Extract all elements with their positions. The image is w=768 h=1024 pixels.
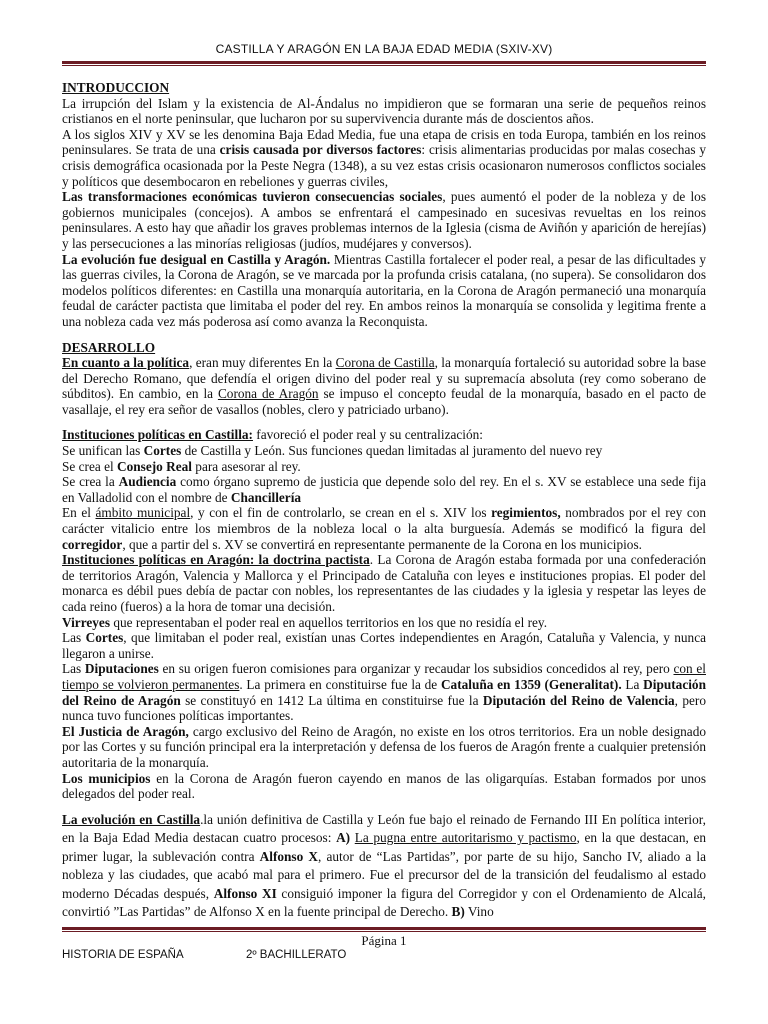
- castilla-consejo: Se crea el Consejo Real para asesorar al rey.: [62, 458, 301, 474]
- aragon-virreyes: Virreyes que representaban el poder real en aquellos territorios en los que no residía el rey.: [62, 614, 548, 630]
- intro-paragraph-1: La irrupción del Islam y la existencia de Al-Ándalus no impidieron que se formaran una serie de pequeños reinos cristianos en el norte peninsular, que lucharon por su supervivencia durante más de doscientos años.: [62, 95, 706, 127]
- aragon-cortes: Las Cortes, que limitaban el poder real, existían unas Cortes independientes en Aragón, Cataluña y Valencia, y nunca llegaron a unirse.: [62, 630, 706, 661]
- header-rule-thin: [62, 65, 706, 66]
- aragon-paragraph: Instituciones políticas en Aragón: la doctrina pactista. La Corona de Aragón estaba formada por una confederación de territorios Aragón, Valencia y Mallorca y el Principado de Cataluña con leyes e instituciones propias. El poder del monarca es débil pues debía de pactar con nobles, los representantes de las ciudades y la iglesia y respetar las leyes de cada reino (fueros) a la hora de tomar una decisión.: [62, 552, 707, 614]
- castilla-heading: Instituciones políticas en Castilla: favoreció el poder real y su centralización:: [62, 427, 483, 443]
- page-header-title: CASTILLA Y ARAGÓN EN LA BAJA EDAD MEDIA (SXIV-XV): [215, 42, 553, 56]
- page-number: Página 1: [361, 933, 407, 948]
- castilla-municipal: En el ámbito municipal, y con el fin de controlarlo, se crean en el s. XIV los regimientos, nombrados por el rey con carácter vitalicio entre los miembros de la nobleza local o la alta burguesía. Además se modificó la figura del corregidor, que a partir del s. XV se convertirá en representante permanente de la Corona en los municipios.: [62, 505, 707, 552]
- intro-paragraph-2: A los siglos XIV y XV se les denomina Baja Edad Media, fue una etapa de crisis en toda Europa, también en los reinos peninsulares. Se trata de una crisis causada por diversos factores: crisis alimentarias producidas por malas cosechas y crisis demográfica ocasionada por la Peste Negra (1348), a su vez estas crisis ocasionaron numerosos conflictos sociales y políticos que desembocaron en rebeliones y guerras civiles,: [62, 126, 707, 189]
- intro-heading: INTRODUCCION: [62, 80, 170, 95]
- intro-paragraph-3: Las transformaciones económicas tuvieron consecuencias sociales, pues aumentó el poder de la nobleza y de los gobiernos municipales (concejos). A ambos se enfrentará el campesinado en sucesivas revueltas en los reinos peninsulares. A esto hay que añadir los graves problemas internos de la Iglesia (cisma de Aviñón y aparición de herejías) y las persecuciones a las minorías religiosas (judíos, mudéjares y conversos).: [62, 189, 706, 251]
- footer-course: 2º BACHILLERATO: [246, 949, 347, 961]
- aragon-diputaciones: Las Diputaciones en su origen fueron comisiones para organizar y recaudar los subsidios concedidos al rey, pero con el tiempo se volvieron permanentes. La primera en constituirse fue la de Cataluña en 1359 (Generalitat). La Diputación del Reino de Aragón se constituyó en 1412 La última en constituirse fue la Diputación del Reino de Valencia, pero nunca tuvo funciones políticas importantes.: [62, 661, 706, 724]
- spacer: [62, 330, 706, 340]
- desarrollo-paragraph: En cuanto a la política, eran muy diferentes En la Corona de Castilla, la monarquía fortaleció su autoridad sobre la base del Derecho Romano, que defendía el origen divino del poder real y su supremacía absoluta (rey como soberano de súbditos). En cambio, en la Corona de Aragón se impuso el concepto feudal de la monarquía, basado en el pacto de vasallaje, el rey era señor de vasallos (nobles, clero y patriciado urbano).: [62, 355, 707, 417]
- header-rule-thick: [62, 61, 706, 64]
- evolucion-paragraph: La evolución en Castilla.la unión definitiva de Castilla y León fue bajo el reinado de Fernando III En política interior, en la Baja Edad Media destacan cuatro procesos: A) La pugna entre autoritarismo y pactismo, en la que destacan, en primer lugar, la sublevación contra Alfonso X, autor de “Las Partidas”, por parte de su hijo, Sancho IV, aliado a la nobleza y las ciudades, que acabó mal para el primero. Fue el precursor del de la transición del feudalismo al estado moderno Décadas después, Alfonso XI consiguió imponer la figura del Corregidor y con el Ordenamiento de Alcalá, convirtió ”Las Partidas” de Alfonso X en la fuente principal de Derecho. B) Vino: [62, 811, 706, 920]
- desarrollo-heading: DESARROLLO: [62, 339, 156, 355]
- footer-rule-thin: [62, 931, 706, 932]
- spacer: [62, 802, 706, 811]
- document-body: [62, 80, 706, 922]
- footer-rule-thick: [62, 927, 706, 930]
- castilla-cortes: Se unifican las Cortes de Castilla y León. Sus funciones quedan limitadas al juramento del nuevo rey: [62, 443, 603, 459]
- castilla-audiencia: Se crea la Audiencia como órgano supremo de justicia que depende solo del rey. En el s. XV se establece una sede fija en Valladolid con el nombre de Chancillería: [62, 474, 707, 505]
- intro-paragraph-4: La evolución fue desigual en Castilla y Aragón. Mientras Castilla fortalecer el poder real, a pesar de las dificultades y las guerras civiles, la Corona de Aragón, se ve marcada por la profunda crisis catalana, (no supera). Se consolidaron dos modelos políticos diferentes: en Castilla una monarquía autoritaria, en la Corona de Aragón permaneció una monarquía feudal de carácter pactista que limitaba el poder del rey. En ambos reinos la monarquía se consolida y legitima frente a una nobleza cada vez más poderosa así como avanza la Reconquista.: [62, 251, 706, 329]
- footer-subject: HISTORIA DE ESPAÑA: [62, 949, 184, 961]
- aragon-municipios: Los municipios en la Corona de Aragón fueron cayendo en manos de las oligarquías. Estaban formados por unos delegados del poder real.: [62, 770, 707, 802]
- spacer: [62, 417, 706, 427]
- aragon-justicia: El Justicia de Aragón, cargo exclusivo del Reino de Aragón, no existe en los otros territorios. Era un noble designado por las Cortes y su función principal era la interpretación y defensa de los fueros de Aragón frente a cualquier pretensión autoritaria de la monarquía.: [62, 723, 706, 770]
